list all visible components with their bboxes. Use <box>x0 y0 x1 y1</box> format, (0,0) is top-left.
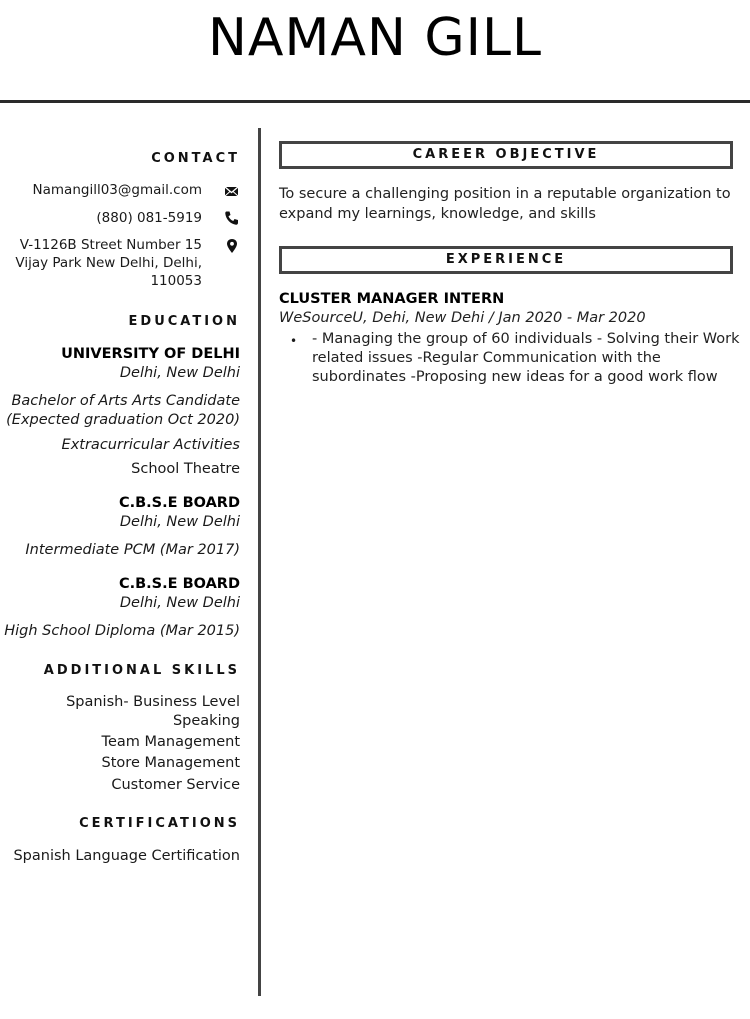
experience-description <box>312 330 740 387</box>
contact-heading: CONTACT <box>151 151 240 166</box>
objective-text <box>279 184 731 224</box>
edu-degree-1b: (Expected graduation Oct 2020) <box>6 412 240 428</box>
edu-school-3: C.B.S.E BOARD <box>118 576 240 592</box>
skills-heading: ADDITIONAL SKILLS <box>43 663 240 678</box>
address-line-2: Vijay Park New Delhi, Delhi, <box>15 255 202 271</box>
phone-icon <box>223 210 241 226</box>
edu-school-1: UNIVERSITY OF DELHI <box>61 346 240 362</box>
address-line-1: V-1126B Street Number 15 <box>19 237 202 253</box>
objective-heading: CAREER OBJECTIVE <box>279 141 733 169</box>
edu-location-3: Delhi, New Delhi <box>119 595 240 611</box>
experience-heading: EXPERIENCE <box>279 246 733 274</box>
skill-item: Customer Service <box>111 777 240 793</box>
skill-item: Team Management <box>101 734 240 750</box>
edu-degree-2: Intermediate PCM (Mar 2017) <box>25 542 240 558</box>
education-heading: EDUCATION <box>128 314 240 329</box>
left-column <box>0 0 240 1019</box>
envelope-icon <box>223 184 241 200</box>
column-divider <box>258 128 261 996</box>
edu-degree-1a: Bachelor of Arts Arts Candidate <box>11 393 240 409</box>
description-line-2: related issues -Regular Communication with the <box>312 350 661 366</box>
objective-line-1: To secure a challenging position in a reputable organization to <box>279 186 731 202</box>
experience-title: CLUSTER MANAGER INTERN <box>279 291 505 307</box>
description-line-1: - Managing the group of 60 individuals - Solving their Work <box>312 331 740 347</box>
objective-line-2: expand my learnings, knowledge, and skills <box>279 206 596 222</box>
edu-school-2: C.B.S.E BOARD <box>118 495 240 511</box>
edu-location-1: Delhi, New Delhi <box>119 365 240 381</box>
bullet-marker: • <box>290 334 298 348</box>
description-line-3: subordinates -Proposing new ideas for a good work flow <box>312 369 718 385</box>
skill-item: Speaking <box>172 713 240 729</box>
contact-phone: (880) 081-5919 <box>96 210 202 226</box>
contact-address <box>15 236 202 290</box>
edu-extra-value: School Theatre <box>131 461 240 477</box>
skill-item: Spanish- Business Level <box>66 694 240 710</box>
certifications-heading: CERTIFICATIONS <box>79 816 240 831</box>
certification-item: Spanish Language Certification <box>13 848 240 864</box>
experience-company: WeSourceU, Dehi, New Dehi / Jan 2020 - Mar 2020 <box>279 310 646 326</box>
location-pin-icon <box>223 238 241 254</box>
contact-email: Namangill03@gmail.com <box>32 182 202 198</box>
address-line-3: 110053 <box>150 273 202 289</box>
edu-degree-3: High School Diploma (Mar 2015) <box>4 623 240 639</box>
edu-extra-label: Extracurricular Activities <box>61 437 240 453</box>
edu-location-2: Delhi, New Delhi <box>119 514 240 530</box>
skill-item: Store Management <box>101 755 240 771</box>
candidate-name: NAMAN GILL <box>208 8 542 68</box>
